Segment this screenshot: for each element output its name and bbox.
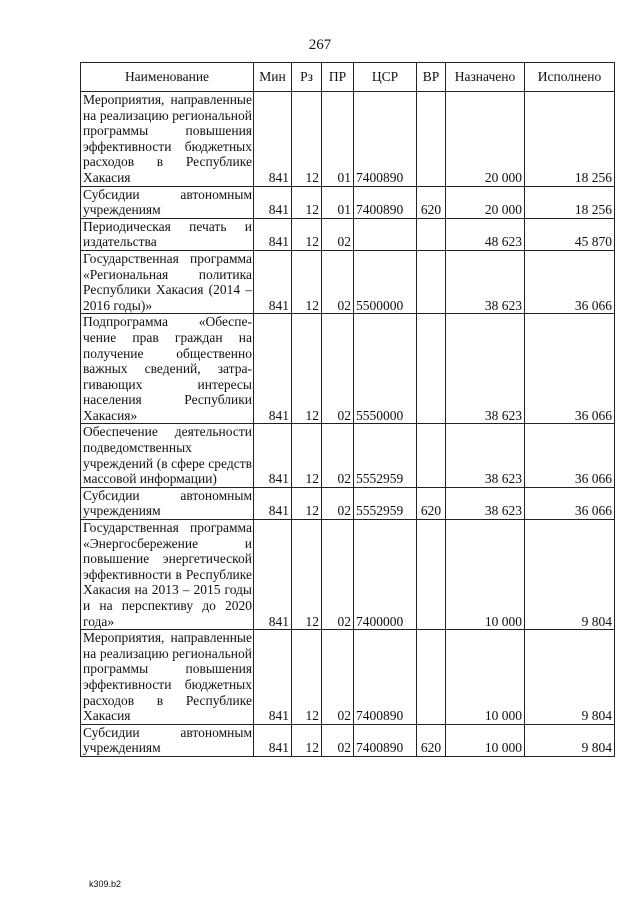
page-number: 267: [308, 37, 332, 53]
row-assigned: 10 000: [446, 630, 525, 725]
row-min: 841: [254, 487, 292, 519]
table-row: [81, 424, 615, 487]
row-rz: 12: [292, 487, 322, 519]
row-min: 841: [254, 250, 292, 313]
row-pr: 01: [322, 92, 354, 187]
row-pr: 02: [322, 314, 354, 424]
table-row: [81, 218, 615, 250]
row-rz: 12: [292, 186, 322, 218]
row-vr: [417, 92, 446, 187]
footer-code: k309.b2: [89, 879, 122, 889]
table-row: [81, 724, 615, 756]
row-executed: 18 256: [525, 186, 615, 218]
row-pr: 02: [322, 724, 354, 756]
row-name: Субсидии автономным учреждениям: [81, 724, 254, 756]
row-min: 841: [254, 424, 292, 487]
row-rz: 12: [292, 250, 322, 313]
row-csr: 5552959: [354, 424, 417, 487]
row-min: 841: [254, 724, 292, 756]
row-pr: 02: [322, 630, 354, 725]
row-min: 841: [254, 314, 292, 424]
header-name: Наименование: [81, 63, 254, 92]
table-row: [81, 314, 615, 424]
row-assigned: 48 623: [446, 218, 525, 250]
row-name: Обеспечение деятельности подведомственных учреждений (в сфере средств массовой информации): [81, 424, 254, 487]
row-vr: [417, 250, 446, 313]
row-name: Субсидии автономным учреждениям: [81, 186, 254, 218]
row-pr: 02: [322, 487, 354, 519]
row-executed: 45 870: [525, 218, 615, 250]
row-vr: [417, 218, 446, 250]
row-rz: 12: [292, 218, 322, 250]
budget-table: [80, 62, 615, 757]
row-rz: 12: [292, 520, 322, 630]
row-min: 841: [254, 92, 292, 187]
row-min: 841: [254, 630, 292, 725]
row-vr: [417, 424, 446, 487]
row-vr: 620: [417, 724, 446, 756]
table-row: [81, 92, 615, 187]
row-executed: 36 066: [525, 314, 615, 424]
table-row: [81, 186, 615, 218]
row-assigned: 20 000: [446, 92, 525, 187]
header-executed: Исполнено: [525, 63, 615, 92]
row-assigned: 38 623: [446, 250, 525, 313]
row-csr: 5552959: [354, 487, 417, 519]
row-pr: 02: [322, 520, 354, 630]
row-csr: 7400890: [354, 92, 417, 187]
row-rz: 12: [292, 630, 322, 725]
row-assigned: 20 000: [446, 186, 525, 218]
row-csr: 7400000: [354, 520, 417, 630]
row-rz: 12: [292, 314, 322, 424]
row-vr: 620: [417, 487, 446, 519]
row-vr: [417, 314, 446, 424]
row-name: Государственная программа «Энергосбережение и повышение энергетической эффективности в Республике Хакасия на 2013 – 2015 годы и на перспективу до 2020 года»: [81, 520, 254, 630]
row-assigned: 10 000: [446, 520, 525, 630]
row-name: Субсидии автономным учреждениям: [81, 487, 254, 519]
row-assigned: 10 000: [446, 724, 525, 756]
row-vr: 620: [417, 186, 446, 218]
table-row: [81, 250, 615, 313]
row-executed: 36 066: [525, 424, 615, 487]
row-rz: 12: [292, 92, 322, 187]
table-row: [81, 520, 615, 630]
row-executed: 36 066: [525, 250, 615, 313]
row-csr: 7400890: [354, 724, 417, 756]
table-row: [81, 630, 615, 725]
row-executed: 9 804: [525, 724, 615, 756]
row-rz: 12: [292, 724, 322, 756]
row-executed: 36 066: [525, 487, 615, 519]
row-csr: 5550000: [354, 314, 417, 424]
row-pr: 02: [322, 424, 354, 487]
header-min: Мин: [254, 63, 292, 92]
row-pr: 02: [322, 218, 354, 250]
row-vr: [417, 520, 446, 630]
row-name: Периодическая печать и издательства: [81, 218, 254, 250]
row-executed: 9 804: [525, 520, 615, 630]
row-name: Мероприятия, направленные на реализацию региональной программы повышения эффективности бюджетных расходов в Республике Хакасия: [81, 92, 254, 187]
table-header-row: [81, 63, 615, 92]
row-csr: [354, 218, 417, 250]
header-vr: ВР: [417, 63, 446, 92]
row-assigned: 38 623: [446, 314, 525, 424]
header-csr: ЦСР: [354, 63, 417, 92]
row-min: 841: [254, 186, 292, 218]
header-pr: ПР: [322, 63, 354, 92]
row-executed: 9 804: [525, 630, 615, 725]
row-min: 841: [254, 520, 292, 630]
header-rz: Рз: [292, 63, 322, 92]
row-csr: 7400890: [354, 630, 417, 725]
row-name: Мероприятия, направленные на реализацию региональной программы повышения эффективности бюджетных расходов в Республике Хакасия: [81, 630, 254, 725]
row-rz: 12: [292, 424, 322, 487]
header-assigned: Назначено: [446, 63, 525, 92]
row-csr: 7400890: [354, 186, 417, 218]
row-name: Государственная программа «Региональная политика Республики Хакасия (2014 – 2016 годы)»: [81, 250, 254, 313]
row-pr: 01: [322, 186, 354, 218]
row-pr: 02: [322, 250, 354, 313]
row-csr: 5500000: [354, 250, 417, 313]
table-row: [81, 487, 615, 519]
row-min: 841: [254, 218, 292, 250]
row-assigned: 38 623: [446, 424, 525, 487]
row-name: Подпрограмма «Обеспечение прав граждан на получение общественно важных сведений, затрагивающих интересы населения Республики Хакасия»: [81, 314, 254, 424]
row-executed: 18 256: [525, 92, 615, 187]
row-assigned: 38 623: [446, 487, 525, 519]
row-vr: [417, 630, 446, 725]
